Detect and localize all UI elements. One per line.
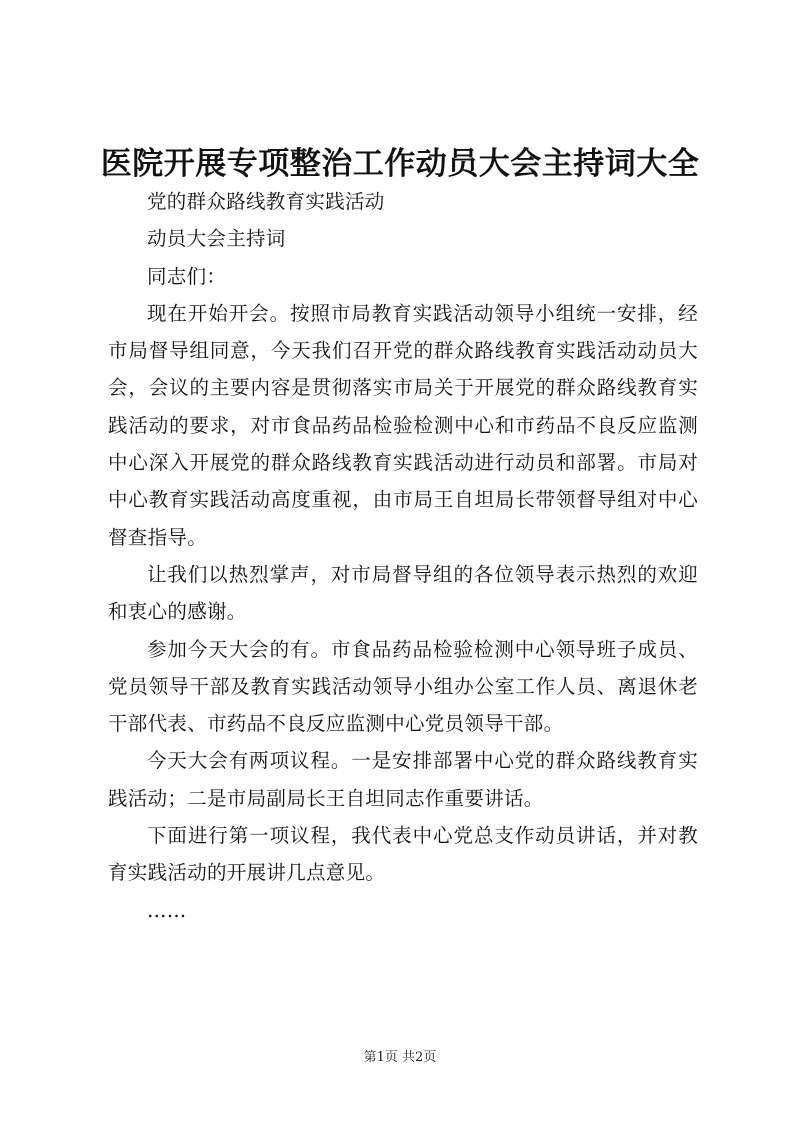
paragraph-opening: 现在开始开会。按照市局教育实践活动领导小组统一安排，经市局督导组同意，今天我们召开党的群众路线教育实践活动动员大会，会议的主要内容是贯彻落实市局关于开展党的群众路线教育实践活动的要求，对市食品药品检验检测中心和市药品不良反应监测中心深入开展党的群众路线教育实践活动进行动员和部署。市局对中心教育实践活动高度重视，由市局王自坦局长带领督导组对中心督查指导。 (108, 301, 698, 549)
document-body (108, 183, 698, 929)
page-footer: 第1页 共2页 (363, 1050, 437, 1065)
paragraph-first-item: 下面进行第一项议程，我代表中心党总支作动员讲话，并对教育实践活动的开展讲几点意见。 (108, 824, 698, 885)
paragraph-attendees: 参加今天大会的有。市食品药品检验检测中心领导班子成员、党员领导干部及教育实践活动领导小组办公室工作人员、离退休老干部代表、市药品不良反应监测中心党员领导干部。 (108, 637, 698, 736)
paragraph-subtitle: 动员大会主持词 (147, 227, 286, 251)
paragraph-agenda: 今天大会有两项议程。一是安排部署中心党的群众路线教育实践活动；二是市局副局长王自坦同志作重要讲话。 (108, 749, 698, 810)
paragraph-activity-name: 党的群众路线教育实践活动 (147, 190, 385, 213)
document-title: 医院开展专项整治工作动员大会主持词大全 (100, 146, 700, 182)
paragraph-salutation: 同志们： (147, 264, 227, 288)
paragraph-welcome: 让我们以热烈掌声，对市局督导组的各位领导表示热烈的欢迎和衷心的感谢。 (108, 562, 698, 624)
paragraph-ellipsis: …… (147, 898, 187, 922)
